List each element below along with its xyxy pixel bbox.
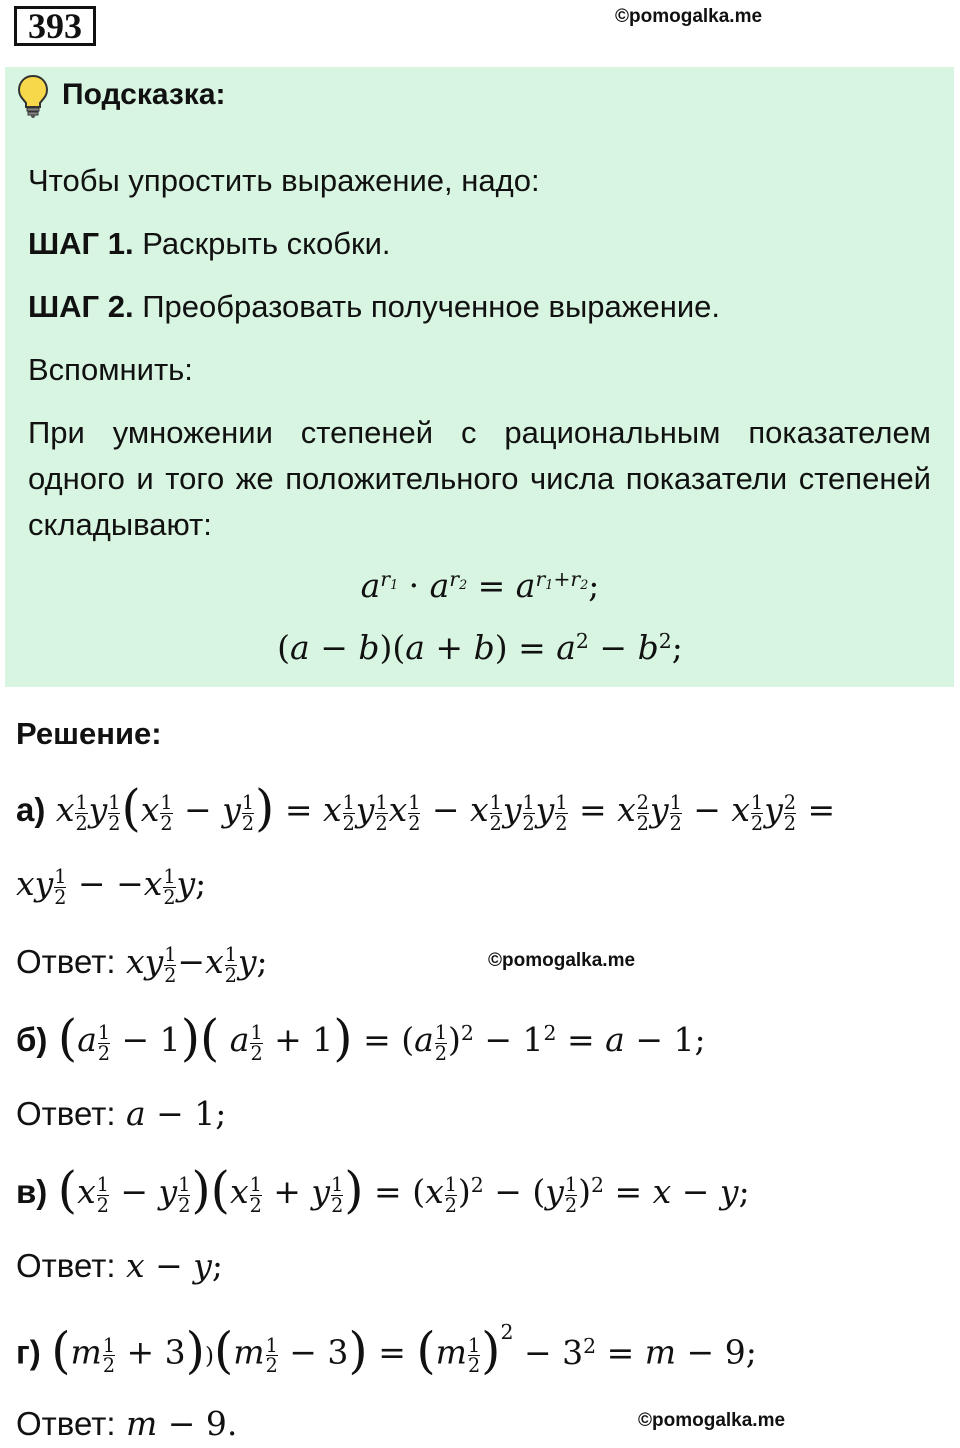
- answer-g: Ответ: m − 9.: [16, 1404, 238, 1443]
- answer-g-label: Ответ:: [16, 1405, 116, 1442]
- solution-b: б) (a $\frac{1}{2}$ − 1)( a $\frac{1}{2}$ + 1) = (a $\frac{1}{2}$ )$^2 - 1^2 = a - 1$;: [16, 1008, 706, 1067]
- watermark-middle: ©pomogalka.me: [488, 950, 636, 971]
- answer-a: Ответ: xy $\frac{1}{2}$ −x $\frac{1}{2}$ y;: [16, 942, 268, 987]
- lightbulb-icon: [16, 74, 50, 118]
- formula-powers: $a^{r_1} \cdot a^{r_2} = a^{r_1+r_2}$;: [360, 566, 600, 605]
- solution-a-line1: а) x $\frac{1}{2}$ y $\frac{1}{2}$ (x $\frac{1}{2}$ − y $\frac{1}{2}$ ) = x $\frac{1}{2}$ y $\frac{1}{2}$ x $\frac{1}{2}$ − x $\frac{1}{2}$ y $\frac{1}{2}$ y $\frac{1}{2}$ = x $\frac{2}{2}$ y $\frac{1}{2}$ − x $\frac{1}{2}$ y $\frac{2}{2}$ =: [16, 778, 836, 837]
- solution-v: в) (x $\frac{1}{2}$ − y $\frac{1}{2}$ )(x $\frac{1}{2}$ + y $\frac{1}{2}$ ) = (x $\frac{1}{2}$ )$^2$ − (y $\frac{1}{2}$ )$^2$ = x − y;: [16, 1160, 750, 1219]
- solution-g: г) (m $\frac{1}{2}$ + 3))(m $\frac{1}{2}$ − 3) = (m $\frac{1}{2}$ )$^2 - 3^2 = m - 9$;: [16, 1320, 757, 1380]
- step1-label: ШАГ 1.: [28, 226, 134, 261]
- answer-v-label: Ответ:: [16, 1247, 116, 1284]
- answer-v: Ответ: x − y;: [16, 1246, 224, 1285]
- problem-number: 393: [14, 6, 96, 46]
- step2-label: ШАГ 2.: [28, 289, 134, 324]
- label-v: в): [16, 1173, 48, 1210]
- solution-title: Решение:: [16, 716, 162, 751]
- hint-step1: [28, 221, 391, 267]
- label-g: г): [16, 1333, 41, 1371]
- hint-rule: При умножении степеней с рациональным показателем одного и того же положительного числа показатели степеней складывают:: [28, 415, 931, 542]
- answer-b-label: Ответ:: [16, 1095, 116, 1132]
- hint-step2: [28, 284, 720, 330]
- answer-a-label: Ответ:: [16, 943, 116, 980]
- watermark-bottom: ©pomogalka.me: [638, 1410, 786, 1431]
- hint-remember: Вспомнить:: [28, 352, 193, 387]
- step2-text: Преобразовать полученное выражение.: [133, 289, 721, 324]
- hint-title: Подсказка:: [62, 78, 226, 111]
- step1-text: Раскрыть скобки.: [133, 226, 391, 261]
- solution-a-line2: xy $\frac{1}{2}$ − −x $\frac{1}{2}$ y;: [16, 864, 207, 909]
- answer-b: Ответ: a − 1;: [16, 1094, 227, 1133]
- hint-intro: Чтобы упростить выражение, надо:: [28, 163, 540, 198]
- watermark-top: ©pomogalka.me: [615, 6, 763, 27]
- label-b: б): [16, 1021, 48, 1058]
- label-a: а): [16, 791, 46, 828]
- formula-difference-of-squares: $(a - b)(a + b) = a^2 - b^2$;: [277, 628, 683, 667]
